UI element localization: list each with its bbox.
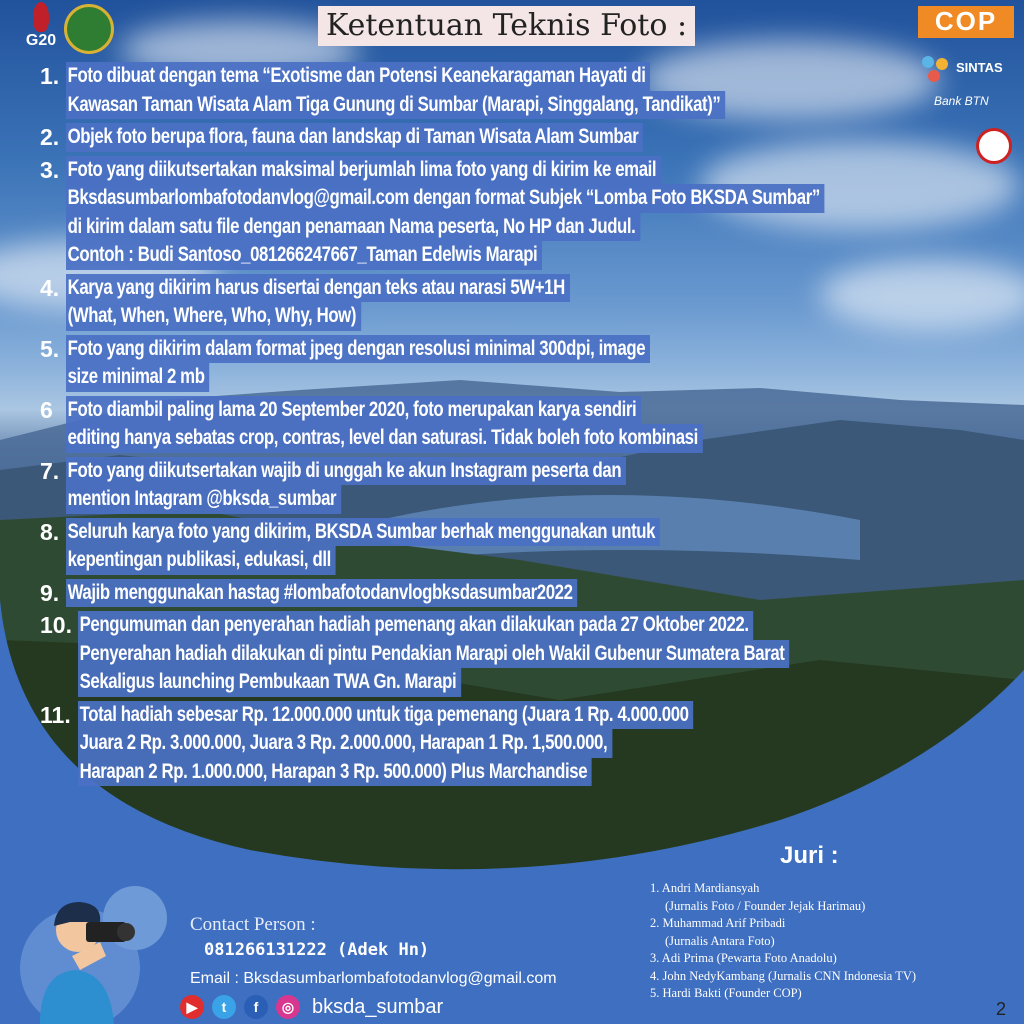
contact-phone: 081266131222 (Adek Hn): [204, 940, 430, 960]
flame-icon: [33, 2, 49, 32]
rule-item: [40, 518, 940, 575]
rule-number: 2.: [40, 124, 60, 150]
rule-line: Pengumuman dan penyerahan hadiah pemenang akan dilakukan pada 27 Oktober 2022.: [78, 611, 753, 640]
rule-item: [40, 457, 940, 514]
juri-list: [650, 880, 916, 1003]
bank-btn-logo: Bank BTN: [934, 94, 989, 108]
rules-list: [40, 62, 940, 790]
rule-line: Objek foto berupa flora, fauna dan landskap di Taman Wisata Alam Sumbar: [66, 123, 643, 152]
rule-item: [40, 123, 940, 152]
rule-line: Harapan 2 Rp. 1.000.000, Harapan 3 Rp. 500.000) Plus Marchandise: [78, 758, 592, 787]
juri-member-affiliation: (Jurnalis Foto / Founder Jejak Harimau): [665, 898, 866, 913]
juri-member: 1. Andri Mardiansyah: [650, 881, 760, 895]
rule-line: Bksdasumbarlombafotodanvlog@gmail.com dengan format Subjek “Lomba Foto BKSDA Sumbar”: [66, 184, 825, 213]
rule-line: kepentingan publikasi, edukasi, dll: [66, 546, 336, 575]
photographer-illustration: [10, 878, 170, 1024]
social-handle[interactable]: bksda_sumbar: [312, 995, 444, 1018]
rule-item: [40, 335, 940, 392]
rule-line: editing hanya sebatas crop, contras, level dan saturasi. Tidak boleh foto kombinasi: [66, 424, 703, 453]
rule-number: 3.: [40, 156, 60, 183]
rule-line: Penyerahan hadiah dilakukan di pintu Pendakian Marapi oleh Wakil Gubenur Sumatera Barat: [78, 640, 789, 669]
rule-number: 7.: [40, 457, 60, 484]
rule-line: di kirim dalam satu file dengan penamaan Nama peserta, No HP dan Judul.: [66, 213, 640, 242]
facebook-icon[interactable]: f: [244, 995, 268, 1019]
rule-line: Karya yang dikirim harus disertai dengan teks atau narasi 5W+1H: [66, 274, 570, 303]
rule-line: (What, When, Where, Who, Why, How): [66, 302, 361, 331]
page-number: 2: [995, 999, 1006, 1019]
rule-line: Juara 2 Rp. 3.000.000, Juara 3 Rp. 2.000.000, Harapan 1 Rp. 1,500.000,: [78, 729, 612, 758]
rule-line: Wajib menggunakan hastag #lombafotodanvlogbksdasumbar2022: [66, 579, 577, 608]
juri-member: 5. Hardi Bakti (Founder COP): [650, 986, 802, 1000]
rule-item: [40, 611, 940, 697]
contact-title: Contact Person :: [190, 914, 316, 935]
rule-number: 9.: [40, 579, 60, 606]
rule-number: 6: [40, 396, 53, 423]
rule-line: Total hadiah sebesar Rp. 12.000.000 untuk tiga pemenang (Juara 1 Rp. 4.000.000: [78, 701, 693, 730]
rule-line: Contoh : Budi Santoso_081266247667_Taman Edelwis Marapi: [66, 241, 542, 270]
rule-number: 5.: [40, 335, 60, 362]
cop-logo: COP: [918, 6, 1014, 38]
rule-line: Foto yang diikutsertakan maksimal berjumlah lima foto yang di kirim ke email: [66, 156, 661, 185]
instagram-icon[interactable]: ◎: [276, 995, 300, 1019]
juri-member: 2. Muhammad Arif Pribadi: [650, 916, 786, 930]
rule-number: 1.: [40, 63, 60, 89]
rule-line: Foto yang diikutsertakan wajib di unggah ke akun Instagram peserta dan: [66, 457, 626, 486]
contact-email: Email : Bksdasumbarlombafotodanvlog@gmail.com: [190, 970, 557, 987]
juri-member: 4. John NedyKambang (Jurnalis CNN Indonesia TV): [650, 968, 917, 983]
rule-line: Foto yang dikirim dalam format jpeg dengan resolusi minimal 300dpi, image: [66, 335, 650, 364]
rule-item: [40, 156, 940, 270]
rule-number: 10.: [40, 612, 72, 638]
page-title: Ketentuan Teknis Foto :: [318, 6, 695, 46]
rule-item: [40, 579, 940, 608]
ministry-emblem-logo: [64, 4, 114, 54]
rule-item: [40, 396, 940, 453]
rule-item: [40, 701, 940, 787]
rule-line: Seluruh karya foto yang dikirim, BKSDA Sumbar berhak menggunakan untuk: [66, 518, 660, 547]
rule-number: 11.: [40, 701, 71, 728]
rule-number: 8.: [40, 518, 60, 545]
rule-item: [40, 62, 940, 119]
youtube-icon[interactable]: ▶: [180, 995, 204, 1019]
rule-line: Foto dibuat dengan tema “Exotisme dan Potensi Keanekaragaman Hayati di: [66, 62, 650, 91]
juri-title: Juri :: [780, 842, 839, 869]
twitter-icon[interactable]: t: [212, 995, 236, 1019]
g20-logo: G20: [20, 2, 62, 62]
rule-item: [40, 274, 940, 331]
sintas-logo: SINTAS: [920, 54, 1020, 86]
juri-member-affiliation: (Jurnalis Antara Foto): [665, 933, 775, 948]
rule-line: size minimal 2 mb: [66, 363, 209, 392]
social-bar: [180, 994, 443, 1020]
rule-line: Foto diambil paling lama 20 September 2020, foto merupakan karya sendiri: [66, 396, 641, 425]
rule-line: Sekaligus launching Pembukaan TWA Gn. Marapi: [78, 668, 461, 697]
rule-line: Kawasan Taman Wisata Alam Tiga Gunung di Sumbar (Marapi, Singgalang, Tandikat)”: [66, 91, 725, 120]
juri-member: 3. Adi Prima (Pewarta Foto Anadolu): [650, 951, 837, 965]
rule-line: mention Intagram @bksda_sumbar: [66, 485, 341, 514]
rule-number: 4.: [40, 274, 60, 301]
